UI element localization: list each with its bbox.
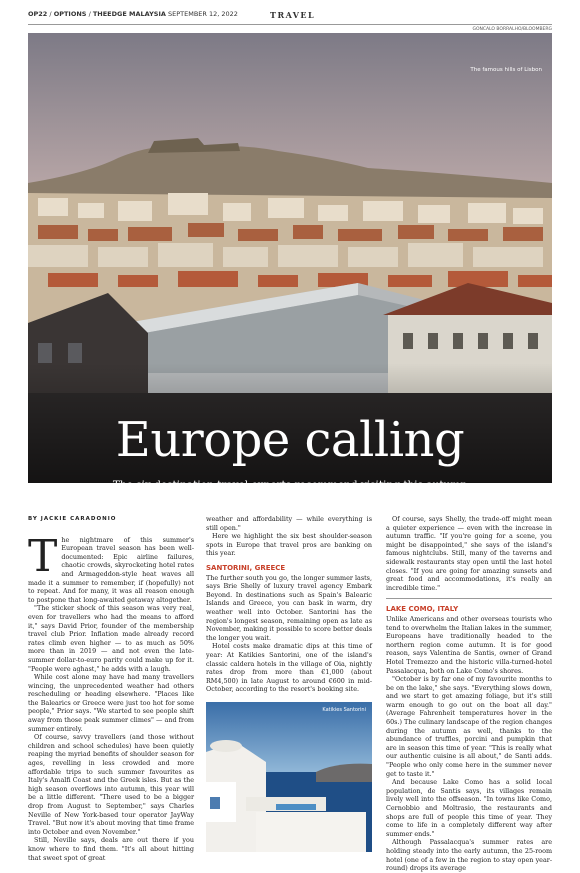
article-column-2 (206, 515, 372, 852)
page-number: OP22 (28, 10, 48, 18)
section-title: TRAVEL (270, 10, 316, 20)
article-paragraph: Of course, savvy travellers (and those without children and school schedules) have been quietly reaping the myriad benefits of shoulder season for ages, revelling in less crowded and more affordable trips to such summer favourites as Italy's Amalfi Coast and the Greek isles. But as the high season overflows into autumn, this year will be a little different. "There used to be a bigger drop from August to September," says Charles Neville of New York-based tour operator JayWay Travel. "But now it's about moving that time frame into October and even November." (28, 733, 194, 836)
article-paragraph: "October is by far one of my favourite months to be on the lake," she says. "Everything slows down, and we start to get amazing foliage, but it's still warm enough to go out on the boat all day." (Average Fahrenheit temperatures hover in the 60s.) The culinary landscape of the region changes during the autumn as well, thanks to the abundance of truffles, porcini and pumpkin that are in season this time of year. "This is really what our authentic cuisine is all about," de Santi adds. "People who only come here in the summer never get to taste it." (386, 675, 552, 778)
section-crumb: OPTIONS (53, 10, 87, 18)
header-rule (28, 24, 552, 25)
separator: / (88, 10, 93, 18)
article-paragraph: "The sticker shock of this season was very real, even for travellers who had the means to afford it," says David Prior, founder of the membership travel club Prior. Inflation made already record rates climb even higher — to as much as 50% more than in 2019 — and not even the late-summer dollar-to-euro parity could make up for it. "People were aghast," he adds with a laugh. (28, 604, 194, 673)
hero-photo (28, 33, 552, 491)
section-heading-santorini: SANTORINI, GREECE (206, 563, 286, 572)
article-paragraph: And because Lake Como has a solid local population, de Santis says, its villages remain lively well into the offseason. "In towns like Como, Cernobbio and Moltrasio, the restaurants and shops are full of people this time of year. They come to life in a completely different way after summer ends." (386, 778, 552, 838)
article-paragraph: Here we highlight the six best shoulder-season spots in Europe that travel pros are banking on this year. (206, 532, 372, 558)
drop-cap: T (28, 530, 58, 582)
headline: Europe calling (115, 412, 465, 468)
santorini-photo (206, 702, 372, 852)
santorini-image (206, 702, 372, 852)
section-divider (386, 598, 552, 599)
photo-caption: The famous hills of Lisbon (470, 67, 542, 73)
article-paragraph: weather and affordability — while everything is still open." (206, 515, 372, 532)
article-paragraph: While cost alone may have had many travellers wincing, the unprecedented weather had others rescheduling or heading elsewhere. "Places like the Balearics or Greece were just too hot for some people," Prior says. "We started to see people shift away from those peak summer climes" — and from summer entirely. (28, 673, 194, 733)
issue-date: SEPTEMBER 12, 2022 (167, 10, 238, 18)
subheadline: The six destination travel experts recommend visiting this autumn (112, 479, 468, 491)
paragraph-text: he nightmare of this summer's European travel season has been well-documented: Epic airline failures, chaotic crowds, skyrocketing hotel rates and Armageddon-style heat waves all made it a summer to remember, if (hopefully) not to repeat. And for many, it was all reason enough to postpone that long-awaited getaway altogether. (28, 535, 194, 604)
article-paragraph: Still, Neville says, deals are out there if you know where to find them. "It's all about hitting that sweet spot of great (28, 836, 194, 862)
page-header (28, 10, 552, 24)
article-paragraph: Unlike Americans and other overseas tourists who tend to overwhelm the Italian lakes in the summer, Europeans have traditionally headed to the northern region come autumn. It is for good reason, says Valentina de Santis, owner of Grand Hotel Tremezzo and the historic villa-turned-hotel Passalacqua, both on Lake Como's shores. (386, 614, 552, 675)
article-paragraph: Hotel costs make dramatic dips at this time of year: At Katikies Santorini, one of the island's classic caldera hotels in the village of Oia, nightly rates drop from more than €1,000 (about RM4,500) in late August to around €600 in mid-October, according to the resort's booking site. (206, 642, 372, 694)
publication-name: THEEDGE MALAYSIA (92, 10, 166, 18)
photo-caption: Katikies Santorini (322, 706, 366, 713)
separator: / (49, 10, 54, 18)
article-paragraph: Although Passalacqua's summer rates are holding steady into the early autumn, the 25-room hotel (one of a few in the region to stay open year-round) drops its average (386, 838, 552, 873)
section-heading-lake-como: LAKE COMO, ITALY (386, 605, 459, 614)
article-column-1 (28, 515, 194, 862)
article-paragraph: Of course, says Shelly, the trade-off might mean a quieter experience — even with the increase in autumn traffic. "If you're going for a scene, you might be disappointed," she says of the island's famous nightclubs. Still, many of the taverns and sidewalk restaurants stay open until the last hotel closes. "If you are going for amazing sunsets and great food and accommodations, it's really an incredible time." (386, 515, 552, 592)
photo-credit: GONCALO BORRALHO/BLOOMBERG (472, 27, 552, 32)
article-paragraph (28, 530, 194, 605)
byline: BY JACKIE CARADONIO (28, 516, 117, 522)
article-paragraph: The further south you go, the longer summer lasts, says Brie Shelly of luxury travel agency Embark Beyond. In destinations such as Spain's Balearic Islands and Greece, you can bask in warm, dry weather well into October. Santorini has the region's longest season, remaining open as late as November, making it possible to score better deals the longer you wait. (206, 573, 372, 642)
article-column-3 (386, 515, 552, 873)
